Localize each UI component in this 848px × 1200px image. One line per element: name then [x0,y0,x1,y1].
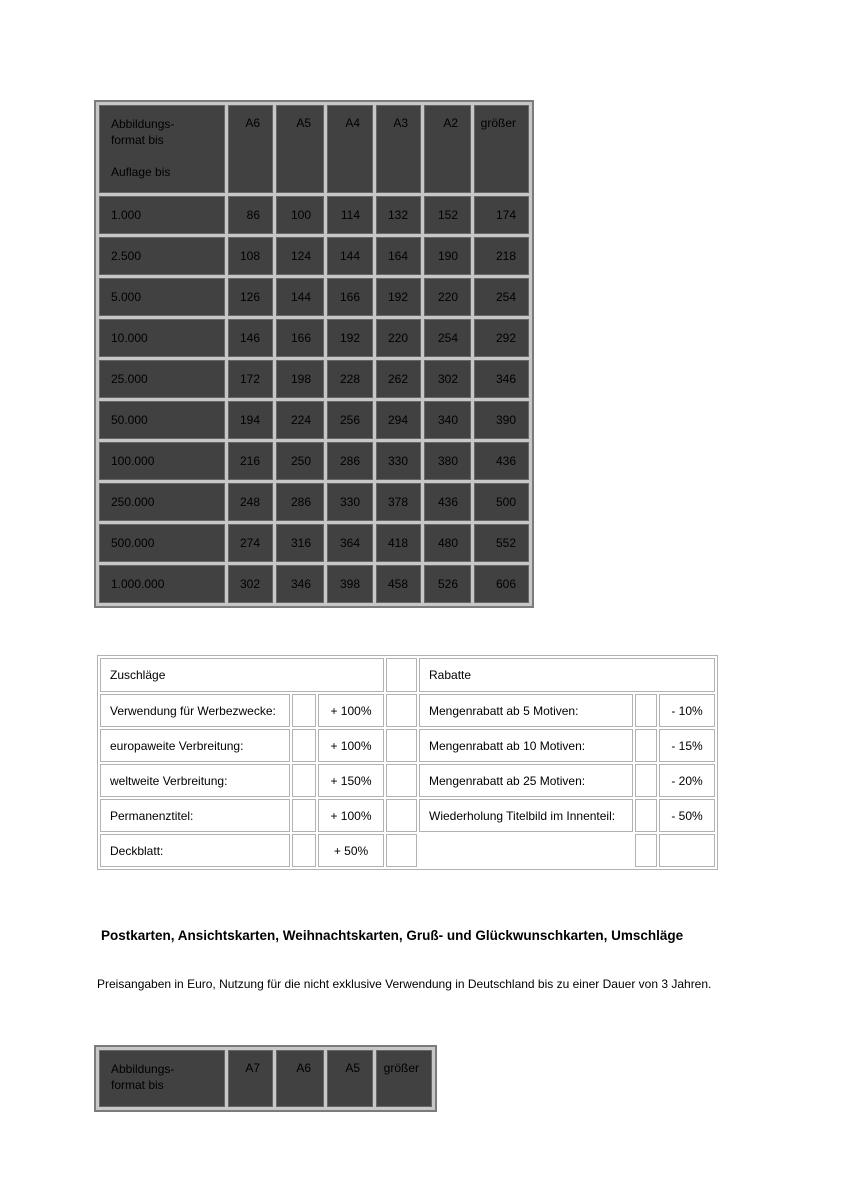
discount-value-cell: - 10% [659,694,715,727]
empty-cell [292,834,316,867]
price-cell: 228 [327,360,373,398]
format-column-header-cell: A3 [376,105,421,193]
price-row [99,524,529,562]
price-row [99,401,529,439]
price-row [99,360,529,398]
price-cell: 250 [276,442,324,480]
discount-label-cell: Mengenrabatt ab 25 Motiven: [419,764,633,797]
price-cell: 198 [276,360,324,398]
empty-cell [292,729,316,762]
price-cell: 286 [327,442,373,480]
empty-cell [292,694,316,727]
price-cell: 436 [474,442,529,480]
run-size-cell: 500.000 [99,524,225,562]
surcharge-discount-table-body [100,658,715,867]
format-column-header-cell: größer [376,1050,432,1107]
surcharge-label-cell: weltweite Verbreitung: [100,764,290,797]
corner-header-cell [99,1050,225,1107]
price-cell: 166 [327,278,373,316]
gap-cell [386,694,417,727]
price-cell: 100 [276,196,324,234]
surcharge-label-cell: Verwendung für Werbezwecke: [100,694,290,727]
price-cell: 146 [228,319,273,357]
surcharge-value-cell: + 50% [318,834,384,867]
surcharge-value-cell: + 150% [318,764,384,797]
gap-cell [386,834,417,867]
corner-line-2: format bis [111,133,164,147]
price-cell: 248 [228,483,273,521]
price-cell: 302 [424,360,471,398]
price-cell: 552 [474,524,529,562]
discounts-header-cell: Rabatte [419,658,715,692]
price-cell: 152 [424,196,471,234]
surcharge-value-cell: + 100% [318,729,384,762]
print-run-price-table [94,100,534,608]
run-size-cell: 25.000 [99,360,225,398]
empty-cell [292,764,316,797]
section-note: Preisangaben in Euro, Nutzung für die nicht exklusive Verwendung in Deutschland bis zu einer Dauer von 3 Jahren. [97,977,712,991]
price-cell: 220 [424,278,471,316]
format-column-header-cell: größer [474,105,529,193]
surcharge-discount-row [100,799,715,832]
price-row [99,442,529,480]
discount-value-cell: - 15% [659,729,715,762]
price-cell: 346 [474,360,529,398]
gap-cell [386,729,417,762]
price-row [99,278,529,316]
format-column-header-cell: A7 [228,1050,273,1107]
price-table-header-row [99,105,529,193]
corner-line-1: Abbildungs- [111,117,175,131]
surcharge-label-cell: Deckblatt: [100,834,290,867]
price-cell: 390 [474,401,529,439]
surcharge-discount-row [100,834,715,867]
price-cell: 398 [327,565,373,603]
price-cell: 144 [327,237,373,275]
surcharge-discount-header-row [100,658,715,692]
price-cell: 124 [276,237,324,275]
price-cell: 286 [276,483,324,521]
surcharges-header-cell: Zuschläge [100,658,384,692]
price-cell: 292 [474,319,529,357]
price-cell: 378 [376,483,421,521]
run-size-cell: 1.000.000 [99,565,225,603]
run-size-cell: 5.000 [99,278,225,316]
price-cell: 190 [424,237,471,275]
price-cell: 294 [376,401,421,439]
discount-label-cell [419,834,633,867]
discount-value-cell: - 20% [659,764,715,797]
price-row [99,237,529,275]
surcharge-discount-row [100,764,715,797]
run-size-cell: 100.000 [99,442,225,480]
price-row [99,483,529,521]
postcard-table-header-row [99,1050,432,1107]
format-column-header-cell: A5 [276,105,324,193]
price-cell: 274 [228,524,273,562]
price-row [99,196,529,234]
corner-header-cell [99,105,225,193]
gap-cell [386,764,417,797]
price-cell: 224 [276,401,324,439]
price-cell: 164 [376,237,421,275]
surcharge-label-cell: Permanenztitel: [100,799,290,832]
price-cell: 330 [376,442,421,480]
format-column-header-cell: A6 [228,105,273,193]
format-column-header-cell: A2 [424,105,471,193]
price-cell: 192 [376,278,421,316]
empty-cell [635,834,657,867]
price-cell: 302 [228,565,273,603]
corner-line-2: format bis [111,1078,164,1092]
format-column-header-cell: A6 [276,1050,324,1107]
surcharge-discount-table [97,655,718,870]
price-cell: 192 [327,319,373,357]
price-cell: 172 [228,360,273,398]
price-cell: 526 [424,565,471,603]
gap-cell [386,658,417,692]
format-column-header-cell: A4 [327,105,373,193]
price-row [99,319,529,357]
surcharge-label-cell: europaweite Verbreitung: [100,729,290,762]
price-cell: 330 [327,483,373,521]
surcharge-discount-row [100,729,715,762]
discount-value-cell [659,834,715,867]
price-cell: 254 [424,319,471,357]
section-heading: Postkarten, Ansichtskarten, Weihnachtskarten, Gruß- und Glückwunschkarten, Umschläge [101,928,684,943]
corner-line-3: Auflage bis [111,165,171,179]
run-size-cell: 250.000 [99,483,225,521]
surcharge-value-cell: + 100% [318,694,384,727]
price-cell: 254 [474,278,529,316]
print-run-price-table-body [99,105,529,603]
price-cell: 126 [228,278,273,316]
price-cell: 194 [228,401,273,439]
surcharge-discount-row [100,694,715,727]
discount-value-cell: - 50% [659,799,715,832]
empty-cell [635,764,657,797]
empty-cell [292,799,316,832]
gap-cell [386,799,417,832]
price-cell: 458 [376,565,421,603]
run-size-cell: 2.500 [99,237,225,275]
price-row [99,565,529,603]
price-cell: 500 [474,483,529,521]
discount-label-cell: Mengenrabatt ab 10 Motiven: [419,729,633,762]
price-cell: 606 [474,565,529,603]
price-cell: 418 [376,524,421,562]
postcard-price-table-body [99,1050,432,1107]
run-size-cell: 10.000 [99,319,225,357]
price-cell: 364 [327,524,373,562]
price-cell: 346 [276,565,324,603]
price-cell: 216 [228,442,273,480]
empty-cell [635,729,657,762]
price-cell: 256 [327,401,373,439]
price-cell: 166 [276,319,324,357]
price-cell: 218 [474,237,529,275]
price-cell: 436 [424,483,471,521]
discount-label-cell: Mengenrabatt ab 5 Motiven: [419,694,633,727]
price-cell: 108 [228,237,273,275]
surcharge-value-cell: + 100% [318,799,384,832]
price-cell: 380 [424,442,471,480]
price-cell: 262 [376,360,421,398]
empty-cell [635,694,657,727]
corner-line-1: Abbildungs- [111,1062,175,1076]
price-cell: 480 [424,524,471,562]
run-size-cell: 1.000 [99,196,225,234]
price-cell: 316 [276,524,324,562]
price-cell: 114 [327,196,373,234]
corner-spacer [111,148,224,164]
discount-label-cell: Wiederholung Titelbild im Innenteil: [419,799,633,832]
price-cell: 174 [474,196,529,234]
price-cell: 220 [376,319,421,357]
empty-cell [635,799,657,832]
run-size-cell: 50.000 [99,401,225,439]
postcard-price-table [94,1045,437,1112]
price-cell: 144 [276,278,324,316]
format-column-header-cell: A5 [327,1050,373,1107]
price-cell: 132 [376,196,421,234]
price-cell: 86 [228,196,273,234]
price-cell: 340 [424,401,471,439]
